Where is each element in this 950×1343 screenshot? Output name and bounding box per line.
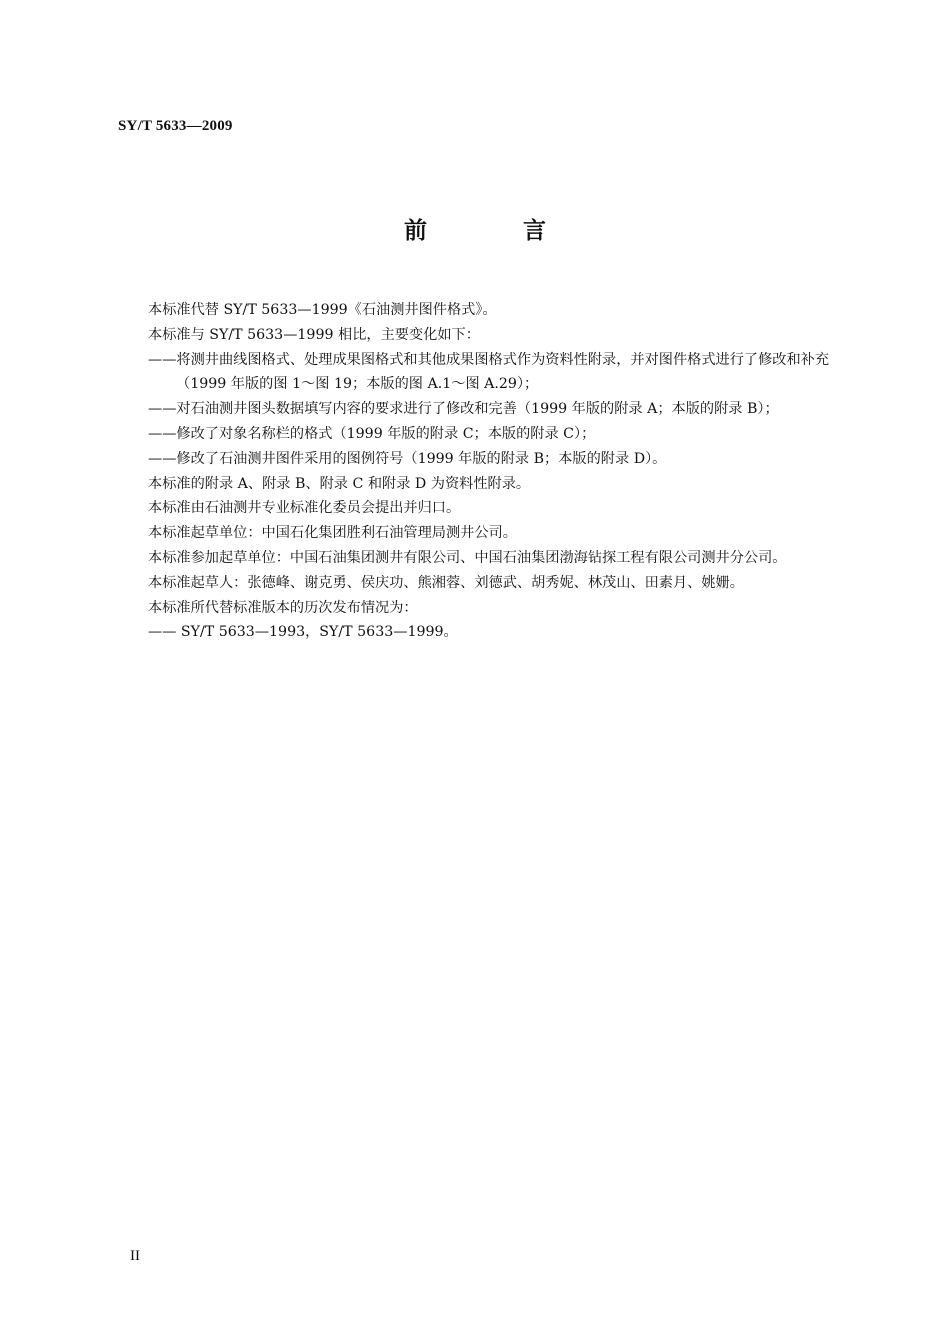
paragraph-drafters: 本标准起草人：张德峰、谢克勇、侯庆功、熊湘蓉、刘德武、胡秀妮、林茂山、田素月、姚姗。 bbox=[148, 574, 744, 591]
paragraph-drafting-unit: 本标准起草单位：中国石化集团胜利石油管理局测井公司。 bbox=[148, 525, 517, 542]
paragraph-replaces: 本标准代替 SY/T 5633—1999《石油测井图件格式》。 bbox=[148, 302, 497, 318]
paragraph-appendices: 本标准的附录 A、附录 B、附录 C 和附录 D 为资料性附录。 bbox=[148, 475, 531, 492]
document-body bbox=[116, 298, 852, 645]
page-title: 前 言 bbox=[403, 218, 590, 244]
paragraph-proposed-by: 本标准由石油测井专业标准化委员会提出并归口。 bbox=[148, 500, 461, 517]
standard-code-header: SY/T 5633—2009 bbox=[118, 118, 233, 134]
paragraph-history-intro: 本标准所代替标准版本的历次发布情况为： bbox=[148, 599, 418, 616]
history-item: —— SY/T 5633—1993，SY/T 5633—1999。 bbox=[148, 624, 458, 641]
change-item-header-data: ——对石油测井图头数据填写内容的要求进行了修改和完善（1999 年版的附录 A；本版的附录 B）； bbox=[148, 401, 779, 418]
change-item-object-name: ——修改了对象名称栏的格式（1999 年版的附录 C；本版的附录 C）； bbox=[148, 425, 596, 442]
page-number: II bbox=[130, 1248, 140, 1264]
change-item-formats: ——将测井曲线图格式、处理成果图格式和其他成果图格式作为资料性附录，并对图件格式进行了修改和补充（1999 年版的图 1～图 19；本版的图 A.1～图 A.29）； bbox=[148, 351, 830, 393]
change-item-legend-symbols: ——修改了石油测井图件采用的图例符号（1999 年版的附录 B；本版的附录 D）。 bbox=[148, 450, 667, 467]
paragraph-participating-units: 本标准参加起草单位：中国石油集团测井有限公司、中国石油集团渤海钻探工程有限公司测井分公司。 bbox=[148, 549, 787, 566]
paragraph-changes-intro: 本标准与 SY/T 5633—1999 相比，主要变化如下： bbox=[148, 326, 480, 343]
